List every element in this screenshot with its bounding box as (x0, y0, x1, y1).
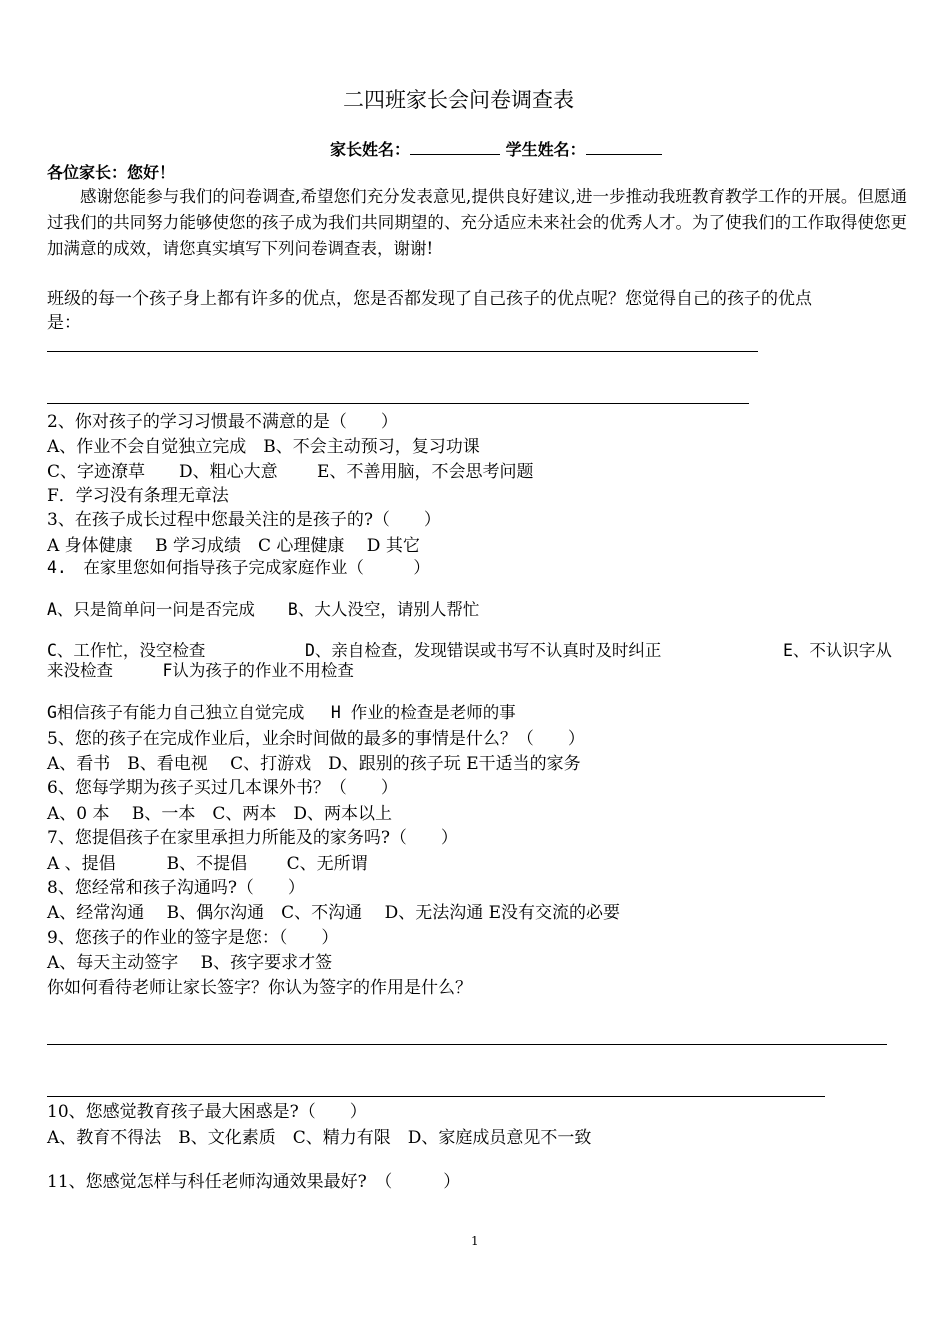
q4-options-1: A、只是简单问一问是否完成 B、大人没空，请别人帮忙 (47, 600, 480, 619)
q6-options: A、0 本 B、一本 C、两本 D、两本以上 (47, 804, 393, 824)
parent-name-label: 家长姓名： (330, 140, 411, 159)
q11: 11、您感觉怎样与科任老师沟通效果最好? （ ） (47, 1172, 461, 1192)
q3: 3、在孩子成长过程中您最关注的是孩子的?（ ） (47, 510, 441, 530)
q5: 5、您的孩子在完成作业后，业余时间做的最多的事情是什么？（ ） (47, 729, 585, 749)
q1-line1: 班级的每一个孩子身上都有许多的优点，您是否都发现了自己孩子的优点呢？您觉得自己的孩子的优点 (47, 289, 812, 309)
intro-paragraph: 感谢您能参与我们的问卷调查,希望您们充分发表意见,提供良好建议,进一步推动我班教育教学工作的开展。但愿通过我们的共同努力能够使您的孩子成为我们共同期望的、充分适应未来社会的优秀人才。为了使我们的工作取得使您更加满意的成效，请您真实填写下列问卷调查表，谢谢! (47, 187, 907, 258)
q4-options-4: G相信孩子有能力自己独立自觉完成 H 作业的检查是老师的事 (47, 703, 516, 722)
answer-line-4[interactable] (47, 1096, 825, 1097)
q4-options-2b: D、亲自检查，发现错误或书写不认真时及时纠正 (305, 641, 662, 660)
q2: 2、你对孩子的学习习惯最不满意的是（ ） (47, 412, 398, 432)
q8-options: A、经常沟通 B、偶尔沟通 C、不沟通 D、无法沟通 E没有交流的必要 (47, 903, 621, 923)
q3-options: A 身体健康 B 学习成绩 C 心理健康 D 其它 (47, 536, 420, 556)
answer-line-1[interactable] (47, 351, 758, 352)
q7-options: A 、提倡 B、不提倡 C、无所谓 (47, 854, 368, 874)
greeting: 各位家长：您好！ (47, 163, 176, 182)
student-name-label: 学生姓名： (505, 140, 586, 159)
q9: 9、您孩子的作业的签字是您：（ ） (47, 928, 339, 948)
q5-options: A、看书 B、看电视 C、打游戏 D、跟别的孩子玩 E干适当的家务 (47, 754, 581, 774)
q10: 10、您感觉教育孩子最大困惑是?（ ） (47, 1102, 367, 1122)
page-title: 二四班家长会问卷调查表 (343, 88, 574, 112)
q8: 8、您经常和孩子沟通吗?（ ） (47, 878, 305, 898)
answer-line-2[interactable] (47, 403, 749, 404)
parent-name-blank[interactable] (410, 138, 500, 155)
q9-followup: 你如何看待老师让家长签字？你认为签字的作用是什么？ (47, 978, 472, 998)
q4-options-3: 来没检查 F认为孩子的作业不用检查 (47, 661, 354, 680)
q4: 4. 在家里您如何指导孩子完成家庭作业（ ） (47, 558, 430, 577)
q1-line2: 是： (47, 313, 81, 333)
q2-options-3: F．学习没有条理无章法 (47, 486, 229, 506)
answer-line-3[interactable] (47, 1044, 887, 1045)
q4-options-2c: E、不认识字从 (783, 641, 892, 660)
q9-options: A、每天主动签字 B、孩字要求才签 (47, 953, 333, 973)
q2-options-2: C、字迹潦草 D、粗心大意 E、不善用脑，不会思考问题 (47, 462, 534, 482)
q2-options-1: A、作业不会自觉独立完成 B、不会主动预习，复习功课 (47, 437, 480, 457)
student-name-blank[interactable] (586, 138, 662, 155)
q7: 7、您提倡孩子在家里承担力所能及的家务吗?（ ） (47, 828, 458, 848)
q10-options: A、教育不得法 B、文化素质 C、精力有限 D、家庭成员意见不一致 (47, 1128, 592, 1148)
page-number: 1 (471, 1234, 479, 1248)
q6: 6、您每学期为孩子买过几本课外书？（ ） (47, 778, 398, 798)
name-fields (330, 138, 662, 161)
q4-options-2a: C、工作忙，没空检查 (47, 641, 206, 660)
